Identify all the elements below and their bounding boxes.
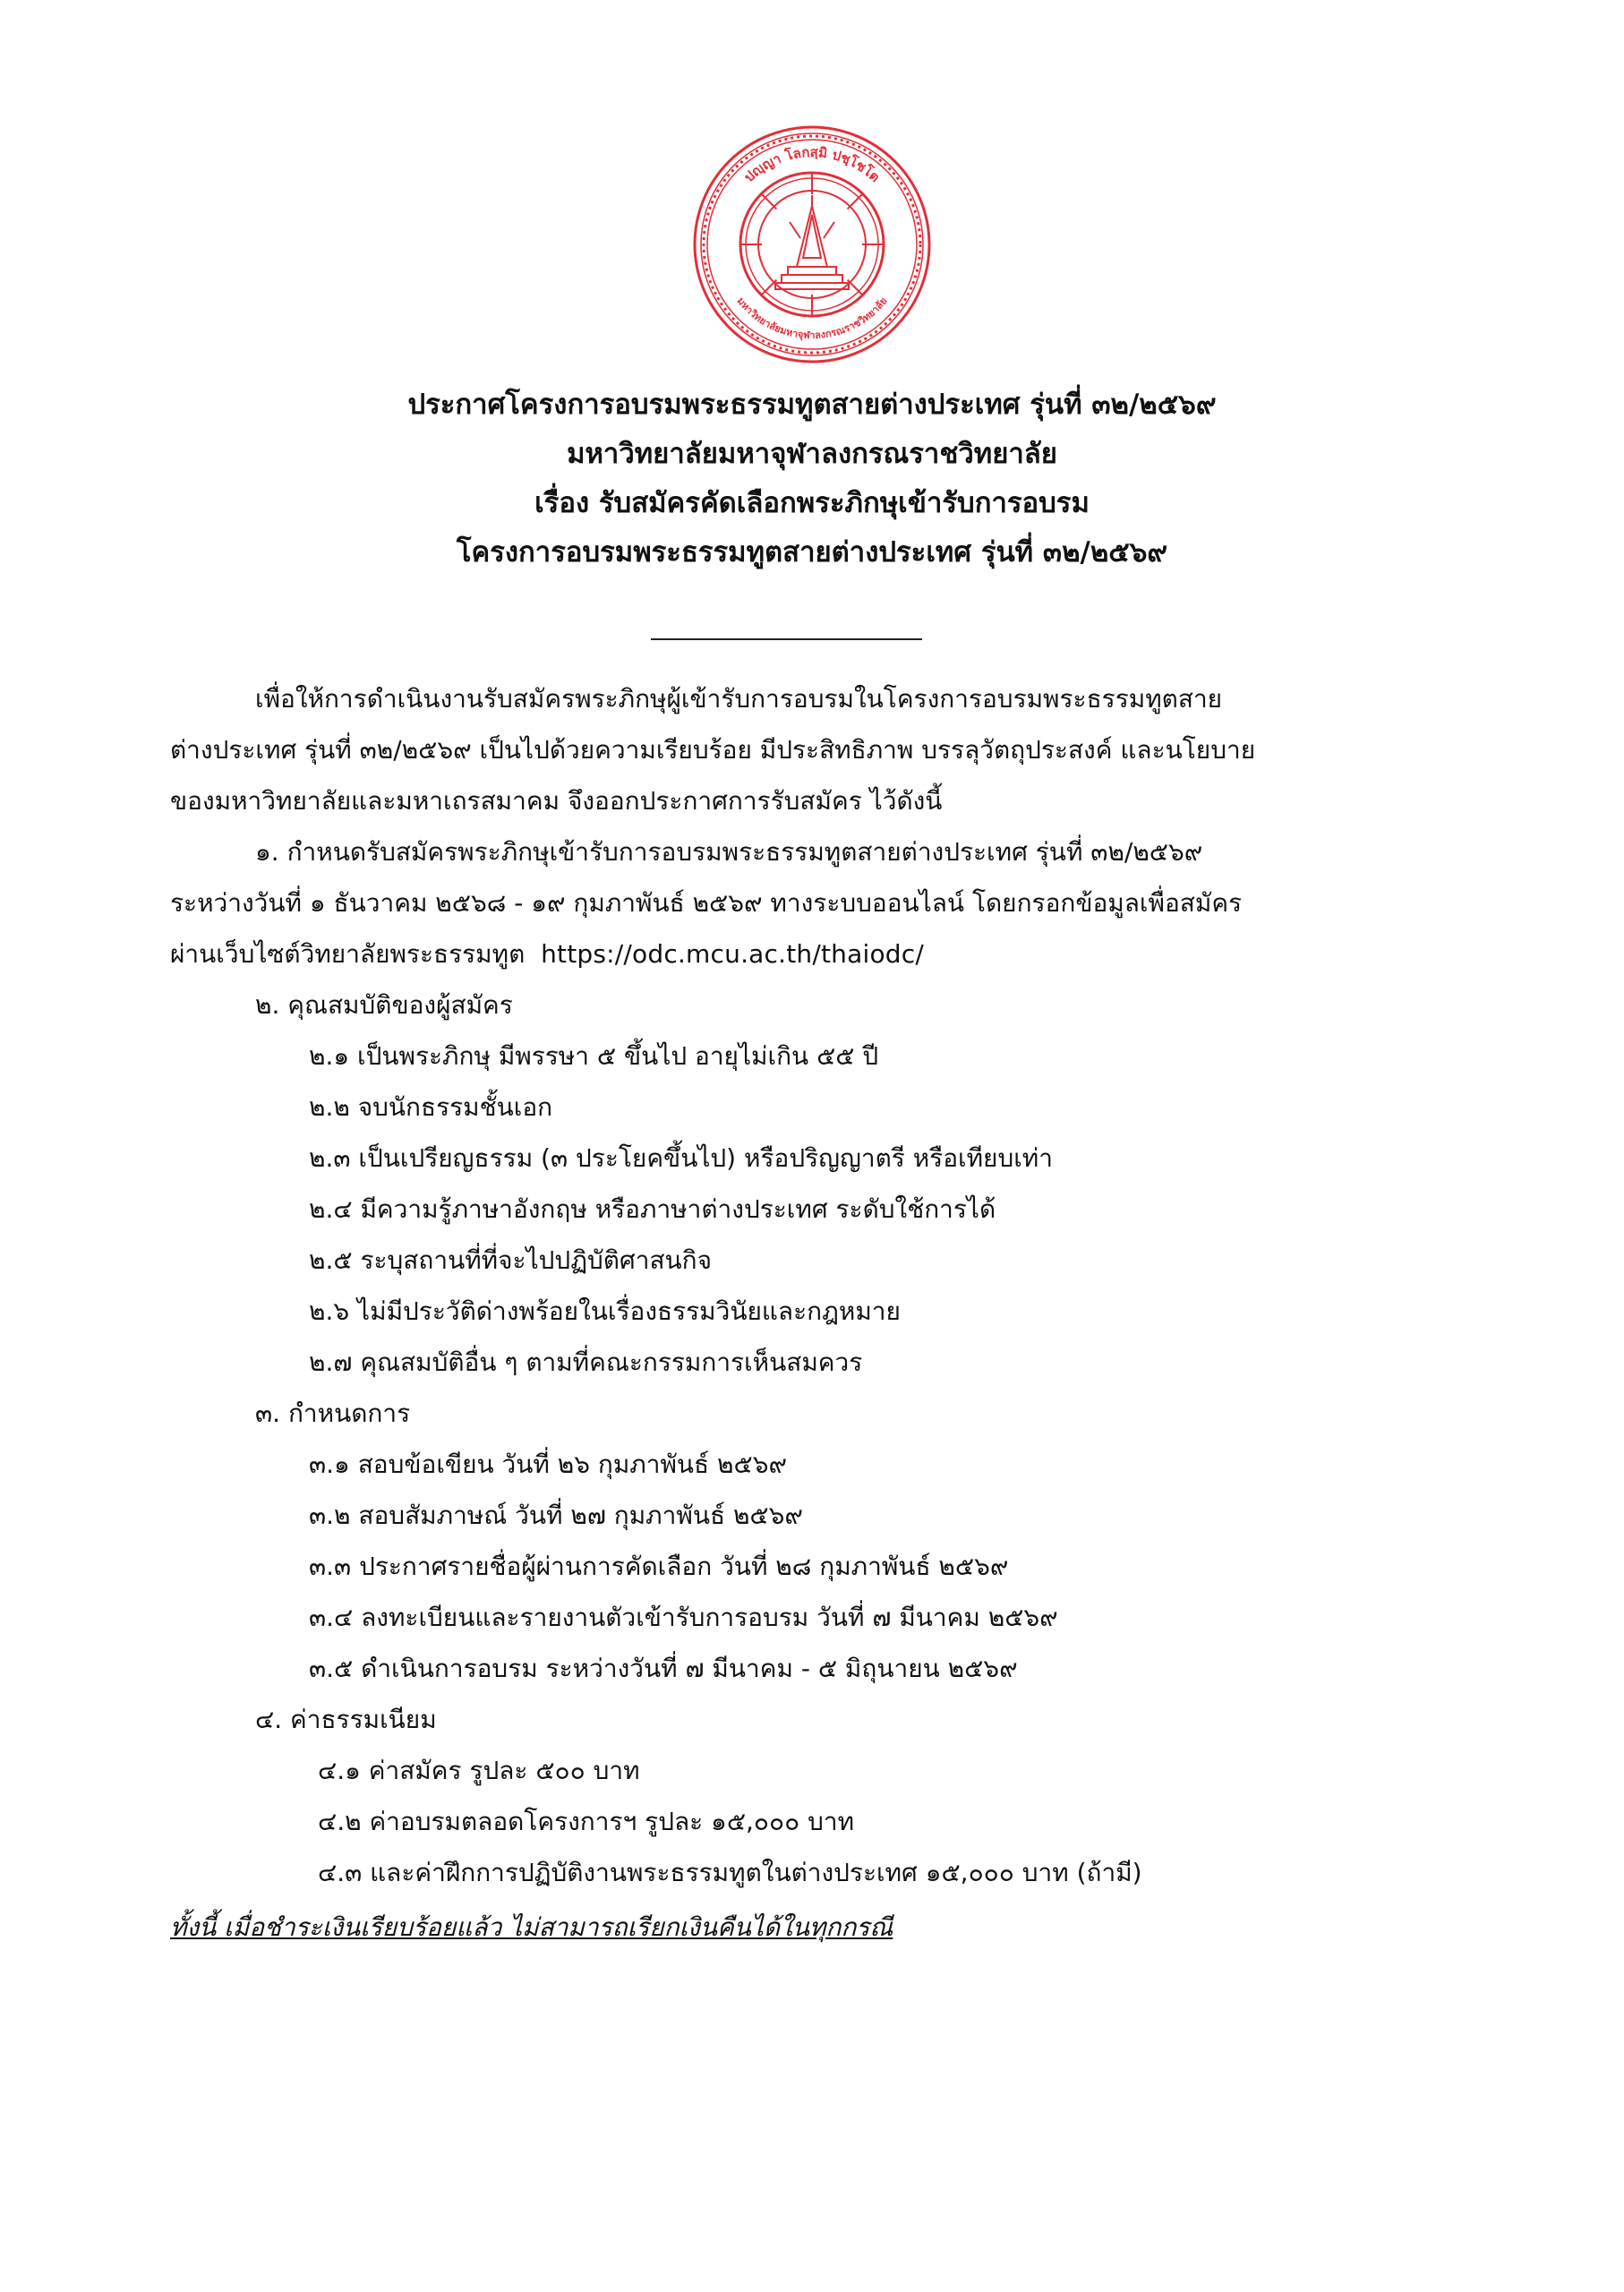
header-line-1: ประกาศโครงการอบรมพระธรรมทูตสายต่างประเทศ รุ่นที่ ๓๒/๒๕๖๙ (407, 389, 1217, 421)
header-divider (651, 638, 922, 640)
intro-line-3: ของมหาวิทยาลัยและมหาเถรสมาคม จึงออกประกาศการรับสมัคร ไว้ดังนี้ (170, 786, 943, 816)
header-line-3: เรื่อง รับสมัครคัดเลือกพระภิกษุเข้ารับการอบรม (534, 487, 1090, 519)
website-label: ผ่านเว็บไซต์วิทยาลัยพระธรรมทูต (170, 939, 526, 969)
seal-university-name: มหาวิทยาลัยมหาจุฬาลงกรณราชวิทยาลัย (734, 295, 890, 342)
section4-item: ๔.๑ ค่าสมัคร รูปละ ๕๐๐ บาท (318, 1756, 640, 1785)
section2-item: ๒.๑ เป็นพระภิกษุ มีพรรษา ๕ ขึ้นไป อายุไม่เกิน ๕๕ ปี (309, 1041, 879, 1071)
section3-heading: ๓. กำหนดการ (255, 1398, 411, 1428)
university-seal-icon (691, 124, 933, 365)
header-line-4: โครงการอบรมพระธรรมทูตสายต่างประเทศ รุ่นที่ ๓๒/๒๕๖๙ (456, 536, 1168, 569)
section3-item: ๓.๔ ลงทะเบียนและรายงานตัวเข้ารับการอบรม วันที่ ๗ มีนาคม ๒๕๖๙ (309, 1603, 1058, 1632)
section2-item: ๒.๕ ระบุสถานที่ที่จะไปปฏิบัติศาสนกิจ (309, 1245, 713, 1275)
intro-line-2: ต่างประเทศ รุ่นที่ ๓๒/๒๕๖๙ เป็นไปด้วยความเรียบร้อย มีประสิทธิภาพ บรรลุวัตถุประสงค์ และนโยบาย (170, 735, 1256, 765)
section3-item: ๓.๒ สอบสัมภาษณ์ วันที่ ๒๗ กุมภาพันธ์ ๒๕๖๙ (309, 1501, 803, 1530)
section2-item: ๒.๓ เป็นเปรียญธรรม (๓ ประโยคขึ้นไป) หรือปริญญาตรี หรือเทียบเท่า (309, 1143, 1053, 1173)
section2-heading: ๒. คุณสมบัติของผู้สมัคร (255, 990, 513, 1020)
announcement-body (170, 673, 1459, 1953)
announcement-header (0, 381, 1624, 577)
header-line-2: มหาวิทยาลัยมหาจุฬาลงกรณราชวิทยาลัย (567, 438, 1057, 470)
section4-item: ๔.๓ และค่าฝึกการปฏิบัติงานพระธรรมทูตในต่างประเทศ ๑๕,๐๐๐ บาท (ถ้ามี) (318, 1858, 1142, 1887)
section2-item: ๒.๗ คุณสมบัติอื่น ๆ ตามที่คณะกรรมการเห็นสมควร (309, 1347, 863, 1377)
intro-line-1: เพื่อให้การดำเนินงานรับสมัครพระภิกษุผู้เข้ารับการอบรมในโครงการอบรมพระธรรมทูตสาย (255, 684, 1223, 714)
application-url[interactable]: https://odc.mcu.ac.th/thaiodc/ (541, 939, 924, 969)
seal-motto: ปญฺญา โลกสฺมิ ปชฺโชโต (740, 143, 884, 186)
section3-item: ๓.๕ ดำเนินการอบรม ระหว่างวันที่ ๗ มีนาคม - ๕ มิถุนายน ๒๕๖๙ (309, 1654, 1018, 1683)
section2-item: ๒.๔ มีความรู้ภาษาอังกฤษ หรือภาษาต่างประเทศ ระดับใช้การได้ (309, 1194, 996, 1224)
section4-heading: ๔. ค่าธรรมเนียม (255, 1705, 437, 1734)
refund-note: ทั้งนี้ เมื่อชำระเงินเรียบร้อยแล้ว ไม่สามารถเรียกเงินคืนได้ในทุกกรณี (170, 1912, 893, 1942)
section1-line-3 (170, 928, 1459, 979)
section1-line-1: ๑. กำหนดรับสมัครพระภิกษุเข้ารับการอบรมพระธรรมทูตสายต่างประเทศ รุ่นที่ ๓๒/๒๕๖๙ (255, 837, 1203, 867)
section2-item: ๒.๖ ไม่มีประวัติด่างพร้อยในเรื่องธรรมวินัยและกฎหมาย (309, 1296, 901, 1326)
section3-item: ๓.๓ ประกาศรายชื่อผู้ผ่านการคัดเลือก วันที่ ๒๘ กุมภาพันธ์ ๒๕๖๙ (309, 1552, 1009, 1581)
section4-item: ๔.๒ ค่าอบรมตลอดโครงการฯ รูปละ ๑๕,๐๐๐ บาท (318, 1807, 855, 1836)
section2-item: ๒.๒ จบนักธรรมชั้นเอก (309, 1092, 553, 1122)
section1-line-2: ระหว่างวันที่ ๑ ธันวาคม ๒๕๖๘ - ๑๙ กุมภาพันธ์ ๒๕๖๙ ทางระบบออนไลน์ โดยกรอกข้อมูลเพื่อสมัคร (170, 888, 1243, 918)
section3-item: ๓.๑ สอบข้อเขียน วันที่ ๒๖ กุมภาพันธ์ ๒๕๖๙ (309, 1450, 787, 1479)
